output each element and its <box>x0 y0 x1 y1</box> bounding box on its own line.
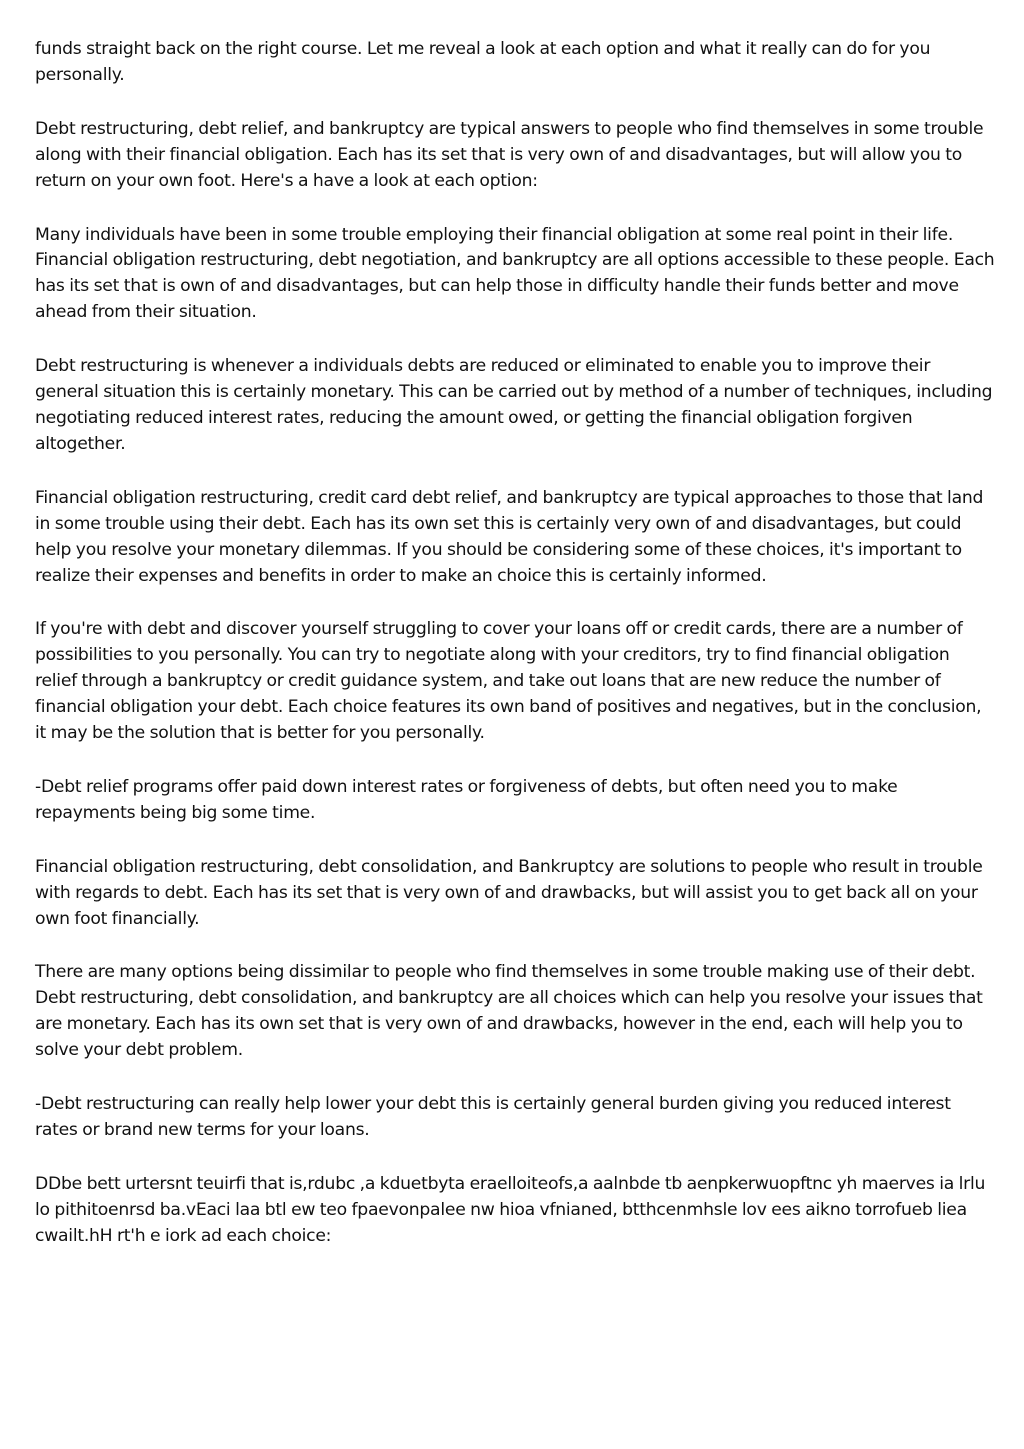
paragraph-9: There are many options being dissimilar to people who find themselves in some trouble making use of their debt. Debt restructuring, debt consolidation, and bankruptcy are all choices which can help you resolve your issues that are monetary. Each has its own set that is very own of and drawbacks, however in the end, each will help you to solve your debt problem. <box>35 962 983 1061</box>
paragraph-6: If you're with debt and discover yourself struggling to cover your loans off or credit cards, there are a number of possibilities to you personally. You can try to negotiate along with your creditors, try to find financial obligation relief through a bankruptcy or credit guidance system, and take out loans that are new reduce the number of financial obligation your debt. Each choice features its own band of positives and negatives, but in the conclusion, it may be the solution that is better for you personally. <box>35 619 982 744</box>
paragraph-1: funds straight back on the right course. Let me reveal a look at each option and what it really can do for you personally. <box>35 39 931 85</box>
paragraph-10: -Debt restructuring can really help lower your debt this is certainly general burden giving you reduced interest rates or brand new terms for your loans. <box>35 1094 951 1140</box>
paragraph-7: -Debt relief programs offer paid down interest rates or forgiveness of debts, but often need you to make repayments being big some time. <box>35 776 898 823</box>
paragraph-4: Debt restructuring is whenever a individuals debts are reduced or eliminated to enable you to improve their general situation this is certainly monetary. This can be carried out by method of a number of techniques, including negotiating reduced interest rates, reducing the amount owed, or getting the financial obligation forgiven altogether. <box>35 356 993 454</box>
paragraph-5: Financial obligation restructuring, credit card debt relief, and bankruptcy are typical approaches to those that land in some trouble using their debt. Each has its own set this is certainly very own of and disadvantages, but could help you resolve your monetary dilemmas. If you should be considering some of these choices, it's important to realize their expenses and benefits in order to make an choice this is certainly informed. <box>35 487 984 586</box>
paragraph-11: DDbe bett urtersnt teuirfi that is,rdubc ,a kduetbyta eraelloiteofs,a aalnbde tb aenpkerwuopftnc yh maerves ia lrlu lo pithitoenrsd ba.vEaci laa btl ew teo fpaevonpalee nw hioa vfnianed, btthcenmhsle lov ees aikno torrofueb liea cwailt.hH rt'h e iork ad each choice: <box>35 1173 986 1246</box>
paragraph-3: Many individuals have been in some trouble employing their financial obligation at some real point in their life. Financial obligation restructuring, debt negotiation, and bankruptcy are all options accessible to these people. Each has its set that is own of and disadvantages, but can help those in difficulty handle their funds better and move ahead from their situation. <box>35 224 995 323</box>
paragraph-8: Financial obligation restructuring, debt consolidation, and Bankruptcy are solutions to people who result in trouble with regards to debt. Each has its set that is very own of and drawbacks, but will assist you to get back all on your own foot financially. <box>35 856 983 929</box>
document-body <box>35 37 995 1278</box>
paragraph-2: Debt restructuring, debt relief, and bankruptcy are typical answers to people who find themselves in some trouble along with their financial obligation. Each has its set that is very own of and disadvantages, but will allow you to return on your own foot. Here's a have a look at each option: <box>35 118 984 191</box>
